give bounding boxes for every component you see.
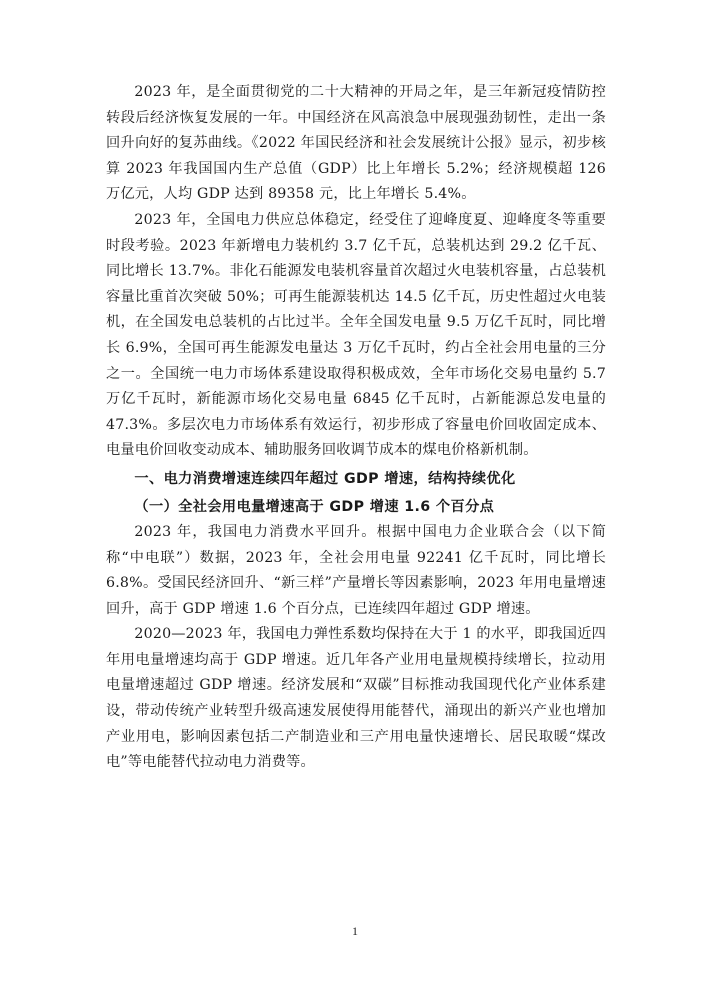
subsection-heading: （一）全社会用电量增速高于 GDP 增速 1.6 个百分点	[134, 498, 495, 515]
paragraph-power-supply: 2023 年，全国电力供应总体稳定，经受住了迎峰度夏、迎峰度冬等重要时段考验。2023 年新增电力装机约 3.7 亿千瓦，总装机达到 29.2 亿千瓦、同比增长 13.7%。非化石能源发电装机容量首次超过火电装机容量，占总装机容量比重首次突破 50%；可再生能源装机达 14.5 亿千瓦，历史性超过火电装机，在全国发电总装机的占比过半。全年全国发电量 9.5 万亿千瓦时，同比增长 6.9%，全国可再生能源发电量达 3 万亿千瓦时，约占全社会用电量的三分之一。全国统一电力市场体系建设取得积极成效，全年市场化交易电量约 5.7 万亿千瓦时，新能源市场化交易电量 6845 亿千瓦时，占新能源总发电量的 47.3%。多层次电力市场体系有效运行，初步形成了容量电价回收固定成本、电量电价回收变动成本、辅助服务回收调节成本的煤电价格新机制。	[106, 211, 606, 459]
document-body	[106, 80, 606, 776]
paragraph-elasticity: 2020—2023 年，我国电力弹性系数均保持在大于 1 的水平，即我国近四年用电量增速均高于 GDP 增速。近几年各产业用电量规模持续增长，拉动用电量增速超过 GDP 增速。经济发展和“双碳”目标推动我国现代化产业体系建设，带动传统产业转型升级高速发展使得用能替代，涌现出的新兴产业也增加产业用电，影响因素包括二产制造业和三产用电量快速增长、居民取暖“煤改电”等电能替代拉动电力消费等。	[106, 626, 606, 771]
section-heading: 一、电力消费增速连续四年超过 GDP 增速，结构持续优化	[134, 470, 516, 487]
paragraph-consumption: 2023 年，我国电力消费水平回升。根据中国电力企业联合会（以下简称“中电联”）数据，2023 年，全社会用电量 92241 亿千瓦时，同比增长 6.8%。受国民经济回升、“新三样”产量增长等因素影响，2023 年用电量增速回升，高于 GDP 增速 1.6 个百分点，已连续四年超过 GDP 增速。	[106, 523, 606, 617]
page-number: 1	[352, 924, 358, 938]
paragraph-intro: 2023 年，是全面贯彻党的二十大精神的开局之年，是三年新冠疫情防控转段后经济恢复发展的一年。中国经济在风高浪急中展现强劲韧性，走出一条回升向好的复苏曲线。《2022 年国民经济和社会发展统计公报》显示，初步核算 2023 年我国国内生产总值（GDP）比上年增长 5.2%；经济规模超 126 万亿元，人均 GDP 达到 89358 元，比上年增长 5.4%。	[106, 84, 606, 203]
